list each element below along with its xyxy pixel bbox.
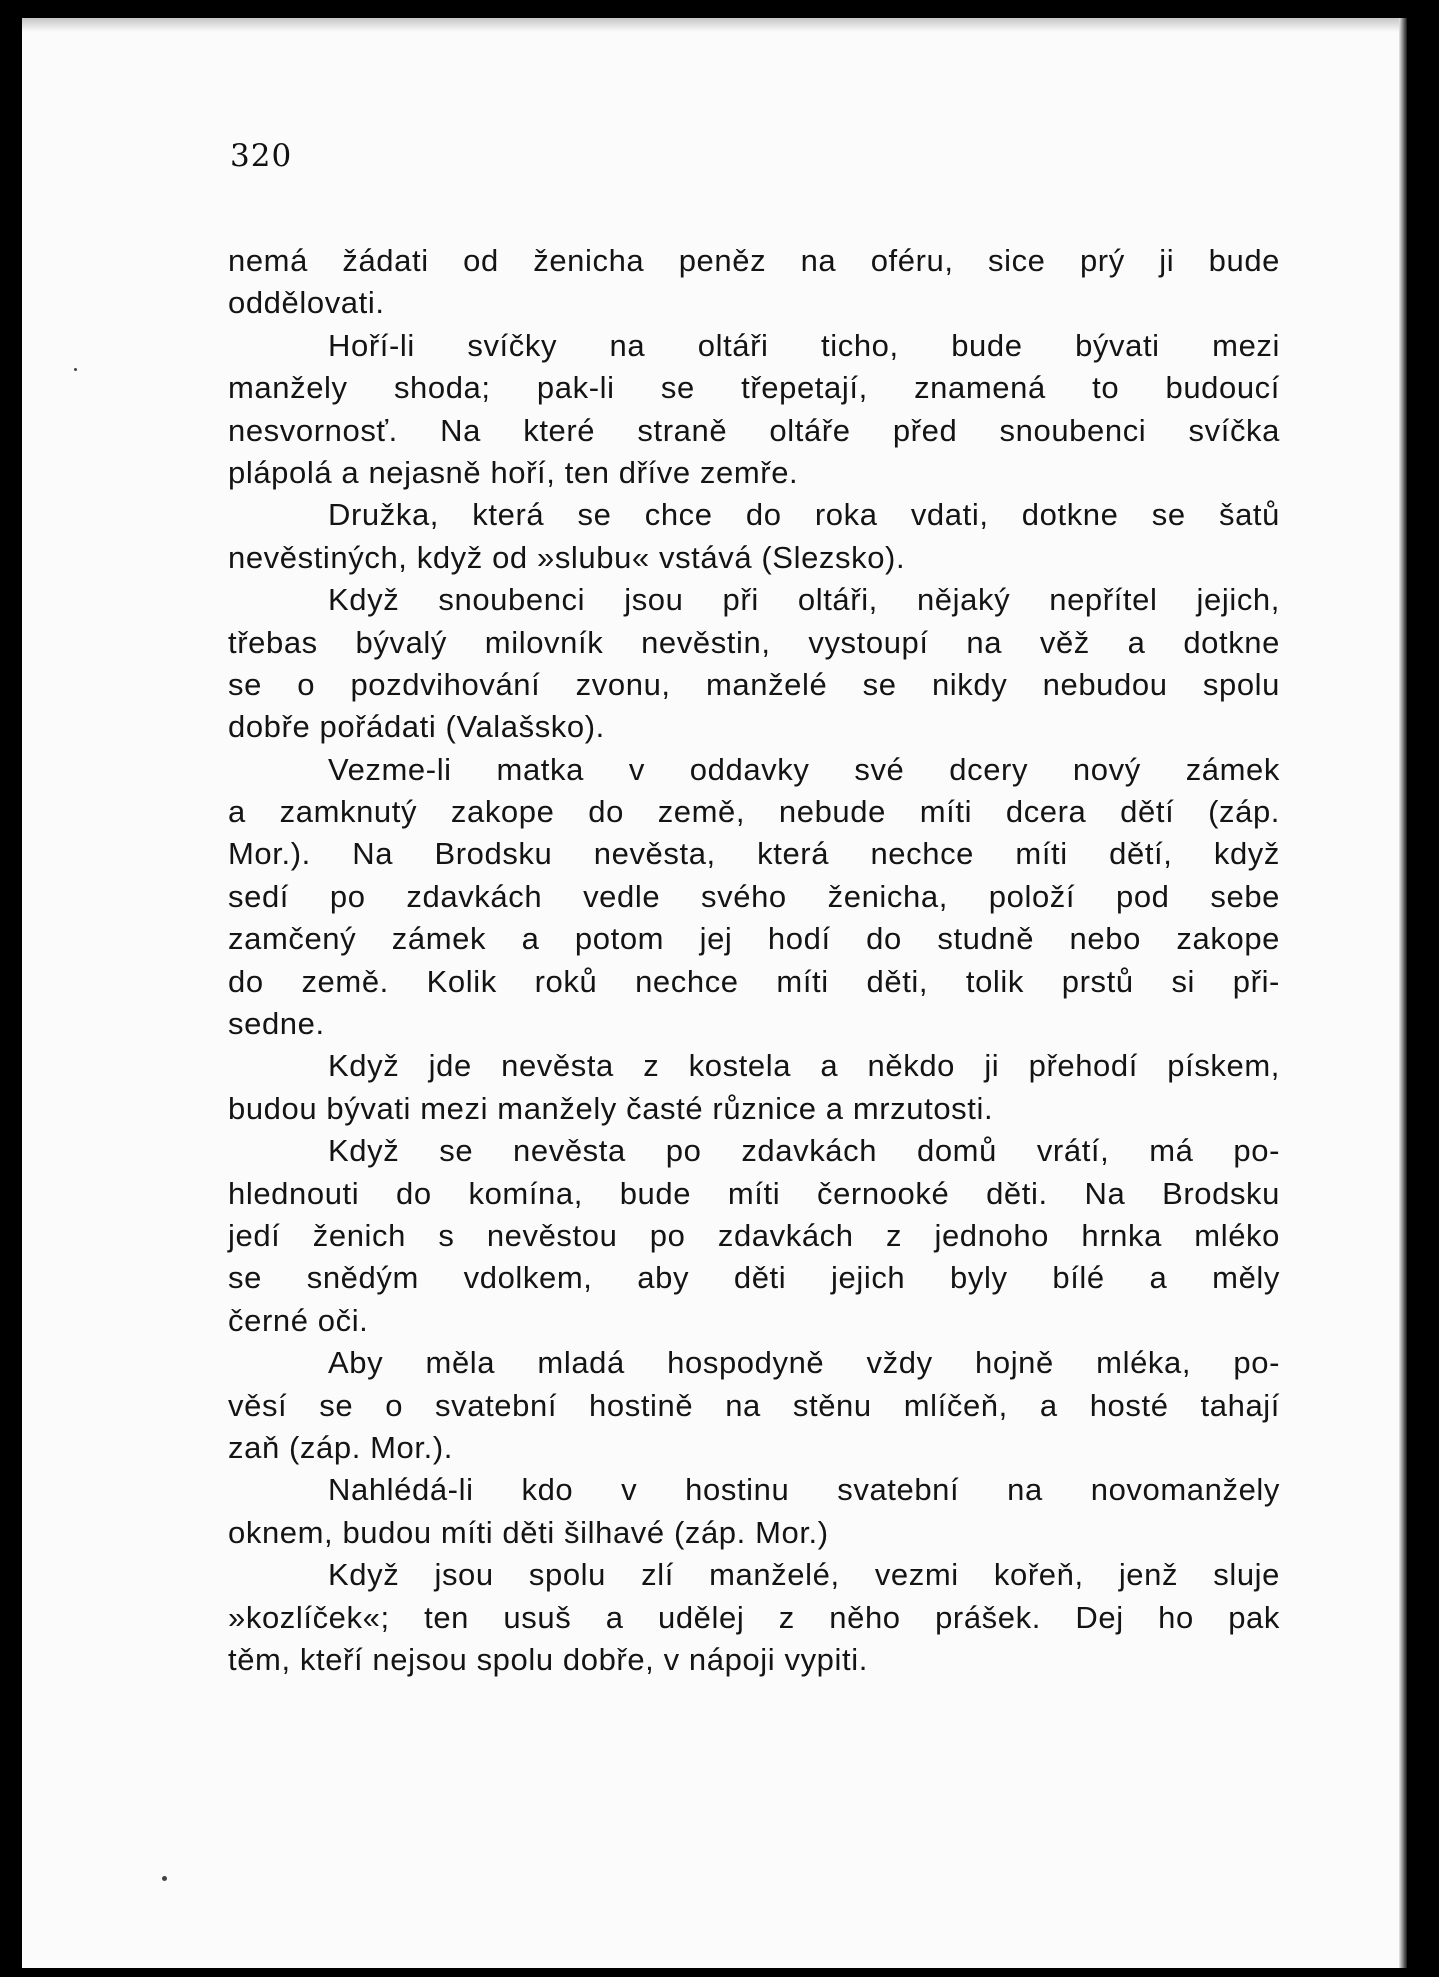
text-line: oknem, budou míti děti šilhavé (záp. Mor.) xyxy=(228,1514,829,1550)
text-line: »kozlíček«; ten usuš a udělej z něho prášek. Dej ho pak xyxy=(228,1599,1280,1635)
text-line: oddělovati. xyxy=(228,285,385,321)
body-text xyxy=(228,240,1280,1681)
text-line: Nahlédá-li kdo v hostinu svatební na novomanžely xyxy=(328,1472,1280,1508)
text-line: Když jde nevěsta z kostela a někdo ji přehodí pískem, xyxy=(328,1048,1280,1084)
book-page xyxy=(22,18,1407,1968)
text-line: do země. Kolik roků nechce míti děti, tolik prstů si při- xyxy=(228,963,1280,999)
text-line: zamčený zámek a potom jej hodí do studně nebo zakope xyxy=(228,921,1280,957)
text-line: sedne. xyxy=(228,1006,325,1042)
text-line: se o pozdvihování zvonu, manželé se nikdy nebudou spolu xyxy=(228,666,1280,702)
text-line: dobře pořádati (Valašsko). xyxy=(228,709,605,745)
page-number: 320 xyxy=(230,138,293,174)
text-line: se snědým vdolkem, aby děti jejich byly bílé a měly xyxy=(228,1260,1280,1296)
text-line: věsí se o svatební hostině na stěnu mlíčeň, a hosté tahají xyxy=(228,1387,1280,1423)
text-line: černé oči. xyxy=(228,1302,369,1338)
text-line: budou bývati mezi manžely časté různice a mrzutosti. xyxy=(228,1090,994,1126)
text-line: Mor.). Na Brodsku nevěsta, která nechce míti dětí, když xyxy=(228,836,1280,872)
text-line: třebas bývalý milovník nevěstin, vystoupí na věž a dotkne xyxy=(228,624,1280,660)
text-line: manžely shoda; pak-li se třepetají, znamená to budoucí xyxy=(228,370,1280,406)
text-line: plápolá a nejasně hoří, ten dříve zemře. xyxy=(228,454,799,490)
page-right-edge xyxy=(1399,18,1407,1968)
text-line: nevěstiných, když od »slubu« vstává (Slezsko). xyxy=(228,539,906,575)
text-line: nesvornosť. Na které straně oltáře před snoubenci svíčka xyxy=(228,412,1280,448)
text-line: a zamknutý zakope do země, nebude míti dcera dětí (záp. xyxy=(228,794,1280,830)
text-line: sedí po zdavkách vedle svého ženicha, položí pod sebe xyxy=(228,878,1280,914)
page-top-shadow xyxy=(22,18,1407,32)
scan-speck xyxy=(162,1876,167,1881)
text-line: zaň (záp. Mor.). xyxy=(228,1429,453,1465)
text-line: Když jsou spolu zlí manželé, vezmi kořeň, jenž sluje xyxy=(328,1557,1280,1593)
text-line: Družka, která se chce do roka vdati, dotkne se šatů xyxy=(328,497,1280,533)
text-line: Vezme-li matka v oddavky své dcery nový zámek xyxy=(328,751,1280,787)
text-line: nemá žádati od ženicha peněz na oféru, sice prý ji bude xyxy=(228,243,1280,278)
text-line: jedí ženich s nevěstou po zdavkách z jednoho hrnka mléko xyxy=(228,1217,1280,1253)
text-line: Když se nevěsta po zdavkách domů vrátí, má po- xyxy=(328,1133,1280,1169)
scan-speck xyxy=(74,368,77,371)
text-line: těm, kteří nejsou spolu dobře, v nápoji vypiti. xyxy=(228,1641,868,1677)
text-line: Hoří-li svíčky na oltáři ticho, bude bývati mezi xyxy=(328,327,1280,363)
text-line: Když snoubenci jsou při oltáři, nějaký nepřítel jejich, xyxy=(328,582,1280,618)
text-line: Aby měla mladá hospodyně vždy hojně mléka, po- xyxy=(328,1345,1280,1381)
text-line: hlednouti do komína, bude míti černooké děti. Na Brodsku xyxy=(228,1175,1280,1211)
